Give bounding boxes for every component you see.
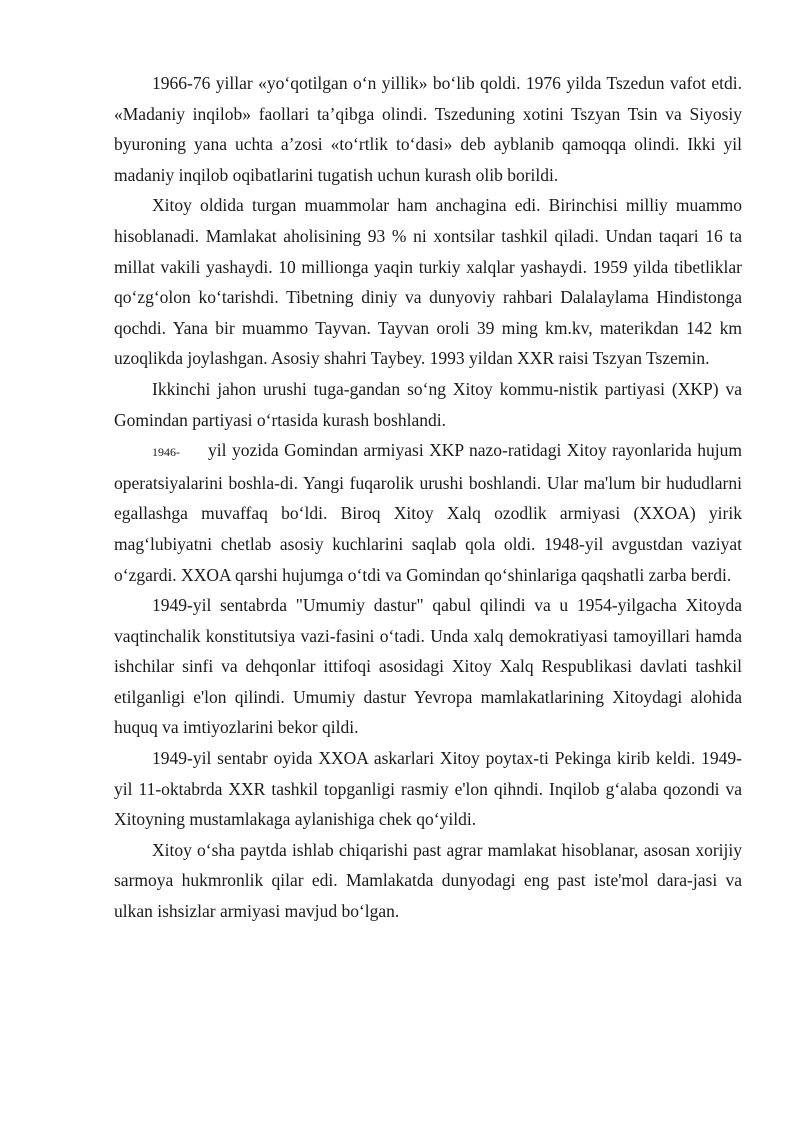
year-marker: 1946- bbox=[152, 445, 180, 460]
document-page bbox=[114, 68, 742, 927]
paragraph-4-text: yil yozida Gomindan armiyasi XKP nazo-ratidagi Xitoy rayonlarida hujum operatsiyalarini boshla-di. Yangi fuqarolik urushi boshlandi. Ular ma'lum bir hududlarni egallashga muvaffaq boʻldi. Biroq Xitoy Xalq ozodlik armiyasi (XXOA) yirik magʻlubiyatni chetlab asosiy kuchlarini saqlab qola oldi. 1948-yil avgustdan vaziyat oʻzgardi. XXOA qarshi hujumga oʻtdi va Gomindan qoʻshinlariga qaqshatli zarba berdi. bbox=[114, 440, 742, 585]
paragraph-4 bbox=[114, 435, 742, 590]
paragraph-5: 1949-yil sentabrda "Umumiy dastur" qabul qilindi va u 1954-yilgacha Xitoyda vaqtinchalik konstitutsiya vazi-fasini oʻtadi. Unda xalq demokratiyasi tamoyillari hamda ishchilar sinfi va dehqonlar ittifoqi asosidagi Xitoy Xalq Respublikasi davlati tashkil etilganligi e'lon qilindi. Umumiy dastur Yevropa mamlakatlarining Xitoydagi alohida huquq va imtiyozlarini bekor qildi. bbox=[114, 595, 742, 738]
paragraph-2: Xitoy oldida turgan muammolar ham anchagina edi. Birinchisi milliy muammo hisoblanadi. Mamlakat aholisining 93 % ni xontsilar tashkil qiladi. Undan taqari 16 ta millat vakili yashaydi. 10 millionga yaqin turkiy xalqlar yashaydi. 1959 yilda tibetliklar qoʻzgʻolon koʻtarishdi. Tibetning diniy va dunyoviy rahbari Dalalaylama Hindistonga qochdi. Yana bir muammo Tayvan. Tayvan oroli 39 ming km.kv, materikdan 142 km uzoqlikda joylashgan. Asosiy shahri Taybey. 1993 yildan XXR raisi Tszyan Tszemin. bbox=[114, 195, 742, 369]
paragraph-7: Xitoy oʻsha paytda ishlab chiqarishi past agrar mamlakat hisoblanar, asosan xorijiy sarmoya hukmronlik qilar edi. Mamlakatda dunyodagi eng past iste'mol dara-jasi va ulkan ishsizlar armiyasi mavjud boʻlgan. bbox=[114, 839, 742, 922]
paragraph-3: Ikkinchi jahon urushi tuga-gandan soʻng Xitoy kommu-nistik partiyasi (XKP) va Gomindan partiyasi oʻrtasida kurash boshlandi. bbox=[114, 378, 742, 430]
paragraph-1: 1966-76 yillar «yoʻqotilgan oʻn yillik» boʻlib qoldi. 1976 yilda Tszedun vafot etdi. «Madaniy inqilob» faollari ta’qibga olindi. Tszeduning xotini Tszyan Tsin va Siyosiy byuroning yana uchta a’zosi «toʻrtlik toʻdasi» deb ayblanib qamoqqa olindi. Ikki yil madaniy inqilob oqibatlarini tugatish uchun kurash olib borildi. bbox=[114, 73, 742, 185]
paragraph-6: 1949-yil sentabr oyida XXOA askarlari Xitoy poytax-ti Pekinga kirib keldi. 1949-yil 11-oktabrda XXR tashkil topganligi rasmiy e'lon qihndi. Inqilob gʻalaba qozondi va Xitoyning mustamlakaga aylanishiga chek qoʻyildi. bbox=[114, 748, 742, 830]
